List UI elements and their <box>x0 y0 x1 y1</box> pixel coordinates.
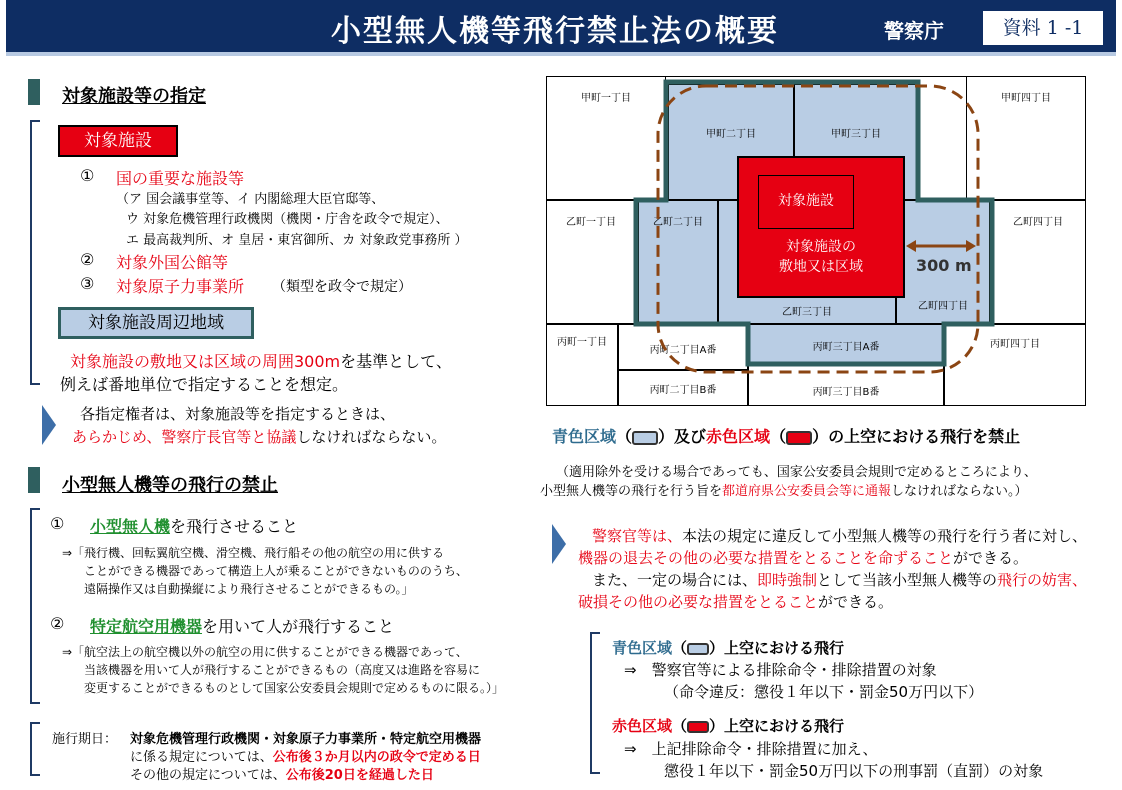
item-number: ② <box>50 614 65 633</box>
item-number: ③ <box>80 274 95 293</box>
penalty-line: 懲役１年以下・罰金50万円以下の刑事罰（直罰）の対象 <box>664 762 1044 780</box>
blue-zone-legend-icon <box>687 643 709 655</box>
chevron-icon <box>42 405 56 445</box>
prohibition-item-1: 小型無人機を飛行させること <box>90 517 299 536</box>
map-block-blue: 甲町二丁目 <box>668 84 794 200</box>
penalty-bracket <box>590 632 600 774</box>
distance-arrow-icon <box>906 236 976 256</box>
map-block-blue: 乙町三丁目 <box>718 200 896 324</box>
prohibition-rule: 青色区域（ ）及び赤色区域（ ）の上空における飛行を禁止 <box>552 427 1021 446</box>
police-power-line: 警察官等は、本法の規定に違反して小型無人機等の飛行を行う者に対し、 <box>592 527 1088 545</box>
prohibition-item-2: 特定航空用機器を用いて人が飛行すること <box>90 617 395 636</box>
chevron-icon <box>552 524 566 564</box>
section-title-prohibition: 小型無人機等の飛行の禁止 <box>62 475 278 496</box>
consultation-note: 各指定権者は、対象施設等を指定するときは、 <box>80 405 396 423</box>
site-label: 敷地又は区域 <box>779 259 863 275</box>
definition-line: 変更することができるものとして国家公安委員会規則で定めるものに限る。）」 <box>84 681 505 695</box>
item-important-facilities: 国の重要な施設等 <box>116 169 245 188</box>
item-detail: （ア 国会議事堂等、イ 内閣総理大臣官邸等、 <box>116 192 385 207</box>
penalty-line: ⇒ 上記排除命令・排除措置に加え、 <box>624 740 878 758</box>
item-nuclear-facilities: 対象原子力事業所 <box>116 277 245 296</box>
definition-line: 遠隔操作又は自動操縦により飛行させることができるもの。」 <box>84 582 414 596</box>
item-foreign-missions: 対象外国公館等 <box>116 253 229 272</box>
map-block: 乙町一丁目 <box>546 200 636 324</box>
agency-name: 警察庁 <box>884 19 944 43</box>
item-detail: ウ 対象危機管理行政機関（機関・庁舎を政令で規定）、 <box>126 212 449 227</box>
facility-box: 対象施設 <box>758 175 854 229</box>
site-label: 対象施設の <box>786 239 856 255</box>
section-marker <box>28 79 40 105</box>
page-title: 小型無人機等飛行禁止法の概要 <box>331 14 779 49</box>
section-bracket <box>30 120 40 385</box>
document-label: 資料 1 -1 <box>983 11 1103 45</box>
section-marker <box>28 467 40 493</box>
map-block: 丙町二丁目A番 <box>618 324 748 370</box>
consultation-note-line2: あらかじめ、警察庁長官等と協議しなければならない。 <box>72 428 447 446</box>
facility-tag: 対象施設 <box>58 125 178 157</box>
enforcement-bracket <box>30 722 40 776</box>
section-bracket <box>30 508 40 704</box>
distance-label: 300 m <box>916 256 972 275</box>
police-power-line: 破損その他の必要な措置をとることができる。 <box>578 593 894 611</box>
penalty-line: （命令違反：懲役１年以下・罰金50万円以下） <box>664 683 984 701</box>
map-block-blue: 甲町三丁目 <box>794 84 918 200</box>
blue-zone-legend-icon <box>632 431 658 445</box>
map-block-blue: 乙町二丁目 <box>638 200 718 324</box>
item-number: ① <box>80 166 95 185</box>
area-description-line2: 例えば番地単位で指定することを想定。 <box>60 375 349 394</box>
map-block-blue: 乙町四丁目 <box>896 200 990 324</box>
penalty-blue-heading: 青色区域（ ）上空における飛行 <box>612 639 845 657</box>
map-block: 甲町四丁目 <box>966 76 1086 200</box>
exemption-note-line2: 小型無人機等の飛行を行う旨を都道府県公安委員会等に通報しなければならない。） <box>540 484 1028 499</box>
red-zone-legend-icon <box>687 721 709 733</box>
item-number: ① <box>50 514 65 533</box>
police-power-line: また、一定の場合には、即時強制として当該小型無人機等の飛行の妨害、 <box>592 571 1088 589</box>
area-description: 対象施設の敷地又は区域の周囲300mを基準として、 <box>70 352 452 371</box>
enforcement-label: 施行期日： <box>52 732 118 747</box>
item-number: ② <box>80 250 95 269</box>
penalty-line: ⇒ 警察官等による排除命令・排除措置の対象 <box>624 661 937 679</box>
map-block: 丙町二丁目B番 <box>618 370 748 406</box>
red-zone-legend-icon <box>786 431 812 445</box>
definition-line: ことができる機器であって構造上人が乗ることができないもののうち、 <box>84 564 468 578</box>
definition-line: ⇒「飛行機、回転翼航空機、滑空機、飛行船その他の航空の用に供する <box>62 546 445 560</box>
section-title-designation: 対象施設等の指定 <box>62 86 206 107</box>
penalty-red-heading: 赤色区域（ ）上空における飛行 <box>612 717 845 735</box>
item-note: （類型を政令で規定） <box>272 279 412 295</box>
exemption-note: （適用除外を受ける場合であっても、国家公安委員会規則で定めるところにより、 <box>556 465 1037 480</box>
map-block-blue: 丙町三丁目A番 <box>748 324 944 364</box>
item-detail: エ 最高裁判所、オ 皇居・東宮御所、カ 対象政党事務所 ） <box>126 233 468 248</box>
enforcement-line: 対象危機管理行政機関・対象原子力事業所・特定航空用機器 <box>130 732 482 747</box>
map-block: 丙町三丁目B番 <box>748 364 944 406</box>
police-power-line: 機器の退去その他の必要な措置をとることを命ずることができる。 <box>578 549 1029 567</box>
definition-line: ⇒「航空法上の航空機以外の航空の用に供することができる機器であって、 <box>62 645 468 659</box>
enforcement-line: に係る規定については、公布後３か月以内の政令で定める日 <box>130 750 481 765</box>
area-tag: 対象施設周辺地域 <box>58 307 254 339</box>
map-block: 丙町一丁目 <box>546 324 618 406</box>
definition-line: 当該機器を用いて人が飛行することができるもの（高度又は進路を容易に <box>84 663 481 677</box>
map-block: 乙町四丁目 <box>990 200 1086 324</box>
map-block: 丙町四丁目 <box>944 324 1086 406</box>
enforcement-line: その他の規定については、公布後20日を経過した日 <box>130 768 434 783</box>
map-block: 甲町一丁目 <box>546 76 666 200</box>
